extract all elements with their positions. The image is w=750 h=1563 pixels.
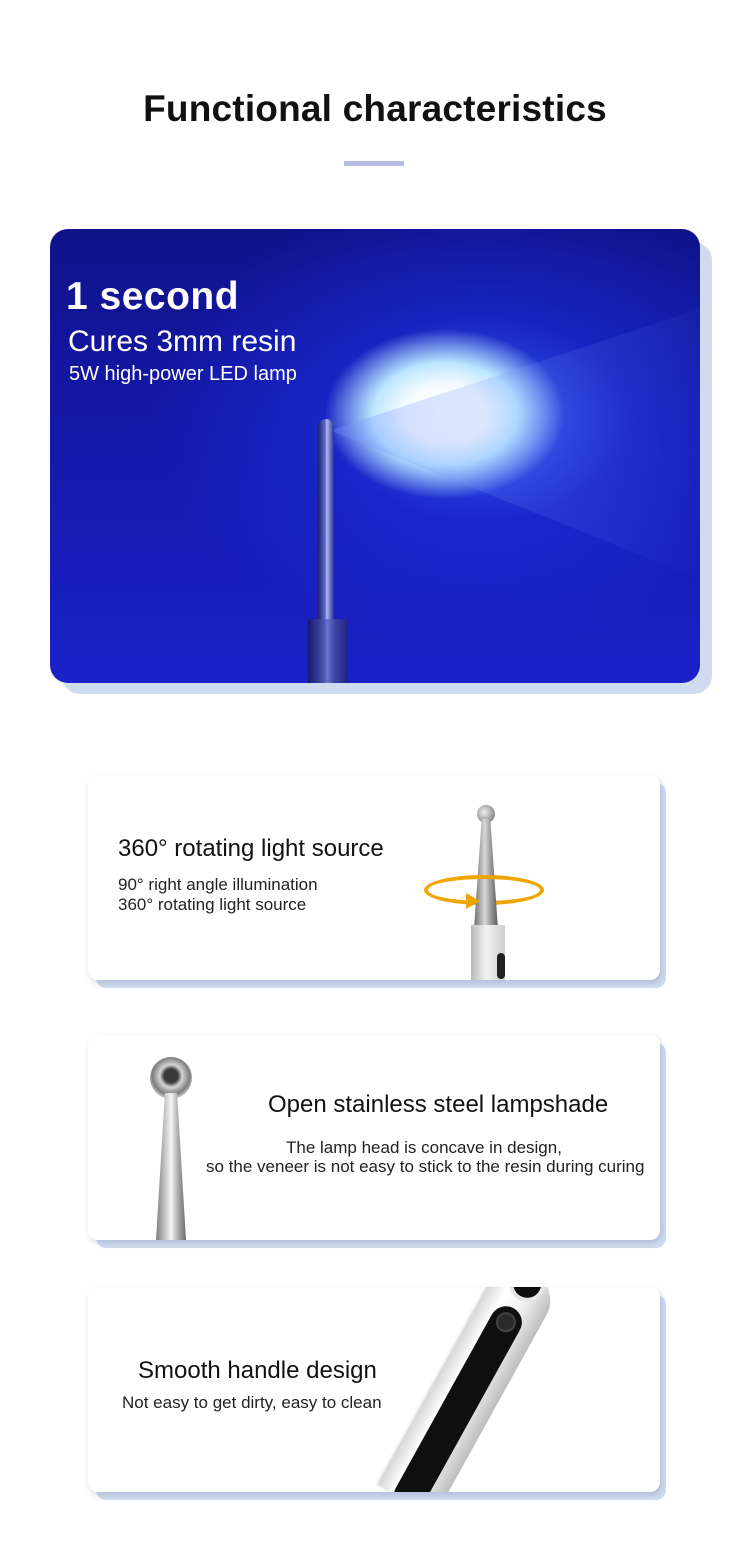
feature-line: The lamp head is concave in design,	[286, 1138, 562, 1157]
lampshade-neck-image	[152, 1093, 190, 1240]
lampshade-head-image	[150, 1057, 192, 1099]
hero-subheadline: Cures 3mm resin	[68, 325, 297, 358]
feature-card-rotation	[88, 775, 660, 980]
hero-card	[50, 229, 700, 683]
feature-line: so the veneer is not easy to stick to the resin during curing	[206, 1157, 645, 1176]
hero-headline: 1 second	[66, 275, 240, 318]
page-title: Functional characteristics	[143, 88, 607, 129]
rotation-arrowhead-icon	[466, 893, 480, 909]
feature-title: Smooth handle design	[138, 1357, 377, 1384]
curing-lamp-body	[308, 619, 348, 683]
rotation-arrow-front-icon	[424, 875, 544, 905]
lamp-neck-image	[474, 819, 498, 929]
feature-card-lampshade	[88, 1035, 660, 1240]
feature-title: Open stainless steel lampshade	[268, 1091, 609, 1118]
handle-panel-image	[388, 1301, 527, 1492]
feature-title: 360° rotating light source	[118, 835, 384, 862]
lamp-button-image	[497, 953, 505, 979]
handle-image	[379, 1287, 561, 1492]
power-button-icon	[492, 1309, 519, 1336]
light-beam	[330, 309, 700, 579]
hero-detail: 5W high-power LED lamp	[69, 363, 297, 385]
handle-knob-image	[503, 1287, 552, 1308]
feature-line: 360° rotating light source	[118, 895, 307, 914]
feature-line: 90° right angle illumination	[118, 875, 318, 894]
feature-card-handle	[88, 1287, 660, 1492]
title-underline-divider	[344, 161, 404, 166]
feature-line: Not easy to get dirty, easy to clean	[122, 1393, 382, 1412]
